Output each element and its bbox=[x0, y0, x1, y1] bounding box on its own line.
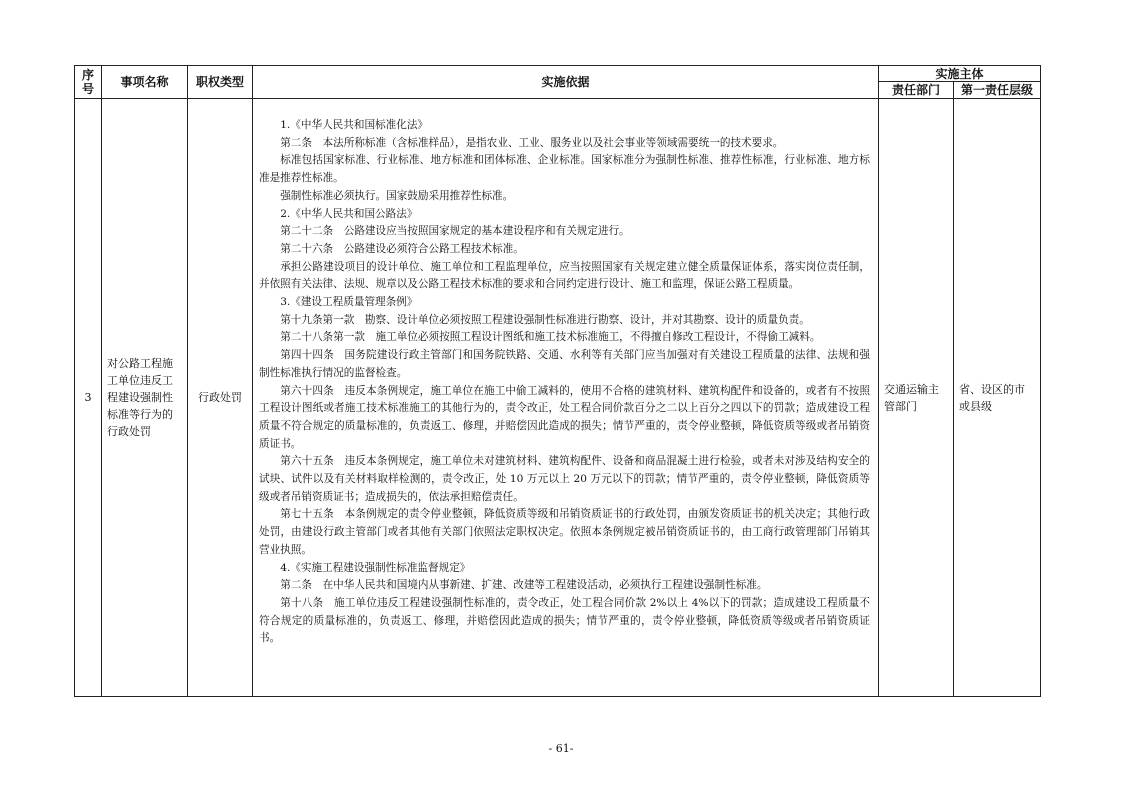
basis-line: 强制性标准必须执行。国家鼓励采用推荐性标准。 bbox=[280, 189, 514, 202]
row-power-type: 行政处罚 bbox=[188, 99, 253, 697]
authority-table bbox=[74, 65, 1041, 697]
basis-line: 第七十五条 本条例规定的责令停业整顿，降低资质等级和吊销资质证书的行政处罚，由颁发资质证书的机关决定；其他行政处罚，由建设行政主管部门或者其他有关部门依照法定职权决定。依照本条例规定被吊销资质证书的，由工商行政管理部门吊销其营业执照。 bbox=[259, 508, 870, 556]
basis-line: 第二条 本法所称标准（含标准样品），是指农业、工业、服务业以及社会事业等领域需要统一的技术要求。 bbox=[280, 136, 784, 149]
basis-line: 第二十二条 公路建设应当按照国家规定的基本建设程序和有关规定进行。 bbox=[280, 225, 630, 238]
basis-line: 第六十五条 违反本条例规定，施工单位未对建筑材料、建筑构配件、设备和商品混凝土进行检验，或者未对涉及结构安全的试块、试件以及有关材料取样检测的，责令改正，处 10 万元以上 20 万元以下的罚款；情节严重的，责令停业整顿，降低资质等级或者吊销资质证书；造成损失的，依法承担赔偿责任。 bbox=[259, 455, 870, 503]
basis-line: 1.《中华人民共和国标准化法》 bbox=[280, 119, 429, 131]
basis-line: 第六十四条 违反本条例规定，施工单位在施工中偷工减料的，使用不合格的建筑材料、建筑构配件和设备的，或者有不按照工程设计图纸或者施工技术标准施工的其他行为的，责令改正，处工程合同价款百分之二以上百分之四以下的罚款；造成建设工程质量不符合规定的质量标准的，负责返工、修理，并赔偿因此造成的损失；情节严重的，责令停业整顿，降低资质等级或者吊销资质证书。 bbox=[259, 384, 870, 450]
header-power-type: 职权类型 bbox=[188, 66, 253, 99]
basis-line: 第二十六条 公路建设必须符合公路工程技术标准。 bbox=[280, 242, 524, 255]
basis-line: 承担公路建设项目的设计单位、施工单位和工程监理单位，应当按照国家有关规定建立健全质量保证体系，落实岗位责任制，并依照有关法律、法规、规章以及公路工程技术标准的要求和合同约定进行设计、施工和监理，保证公路工程质量。 bbox=[259, 260, 870, 291]
basis-line: 第十九条第一款 勘察、设计单位必须按照工程建设强制性标准进行勘察、设计，并对其勘察、设计的质量负责。 bbox=[280, 313, 810, 326]
row-dept: 交通运输主管部门 bbox=[879, 99, 954, 697]
header-item-name: 事项名称 bbox=[102, 66, 188, 99]
row-item-name: 对公路工程施工单位违反工程建设强制性标准等行为的行政处罚 bbox=[102, 99, 188, 697]
basis-line: 第二条 在中华人民共和国境内从事新建、扩建、改建等工程建设活动，必须执行工程建设强制性标准。 bbox=[280, 579, 768, 592]
basis-line: 第二十八条第一款 施工单位必须按照工程设计图纸和施工技术标准施工，不得擅自修改工程设计，不得偷工减料。 bbox=[280, 331, 821, 344]
header-no: 序号 bbox=[75, 66, 102, 99]
basis-line: 2.《中华人民共和国公路法》 bbox=[280, 207, 418, 220]
basis-line: 标准包括国家标准、行业标准、地方标准和团体标准、企业标准。国家标准分为强制性标准、推荐性标准，行业标准、地方标准是推荐性标准。 bbox=[259, 154, 870, 185]
basis-line: 4.《实施工程建设强制性标准监督规定》 bbox=[280, 561, 471, 574]
table-row bbox=[75, 99, 1041, 697]
basis-line: 第四十四条 国务院建设行政主管部门和国务院铁路、交通、水利等有关部门应当加强对有关建设工程质量的法律、法规和强制性标准执行情况的监督检查。 bbox=[259, 349, 870, 379]
header-basis: 实施依据 bbox=[253, 66, 879, 99]
header-subject: 实施主体 bbox=[879, 66, 1041, 82]
header-dept: 责任部门 bbox=[879, 82, 954, 99]
row-level: 省、设区的市或县级 bbox=[954, 99, 1041, 697]
basis-line: 3.《建设工程质量管理条例》 bbox=[280, 296, 418, 309]
basis-line: 第十八条 施工单位违反工程建设强制性标准的，责令改正，处工程合同价款 2%以上 4%以下的罚款；造成建设工程质量不符合规定的质量标准的，负责返工、修理，并赔偿因此造成的损失；情节严重的，责令停业整顿，降低资质等级或者吊销资质证书。 bbox=[259, 596, 870, 645]
row-basis bbox=[253, 99, 879, 697]
row-no: 3 bbox=[75, 99, 102, 697]
page-number: - 61- bbox=[548, 742, 574, 755]
header-level: 第一责任层级 bbox=[954, 82, 1041, 99]
